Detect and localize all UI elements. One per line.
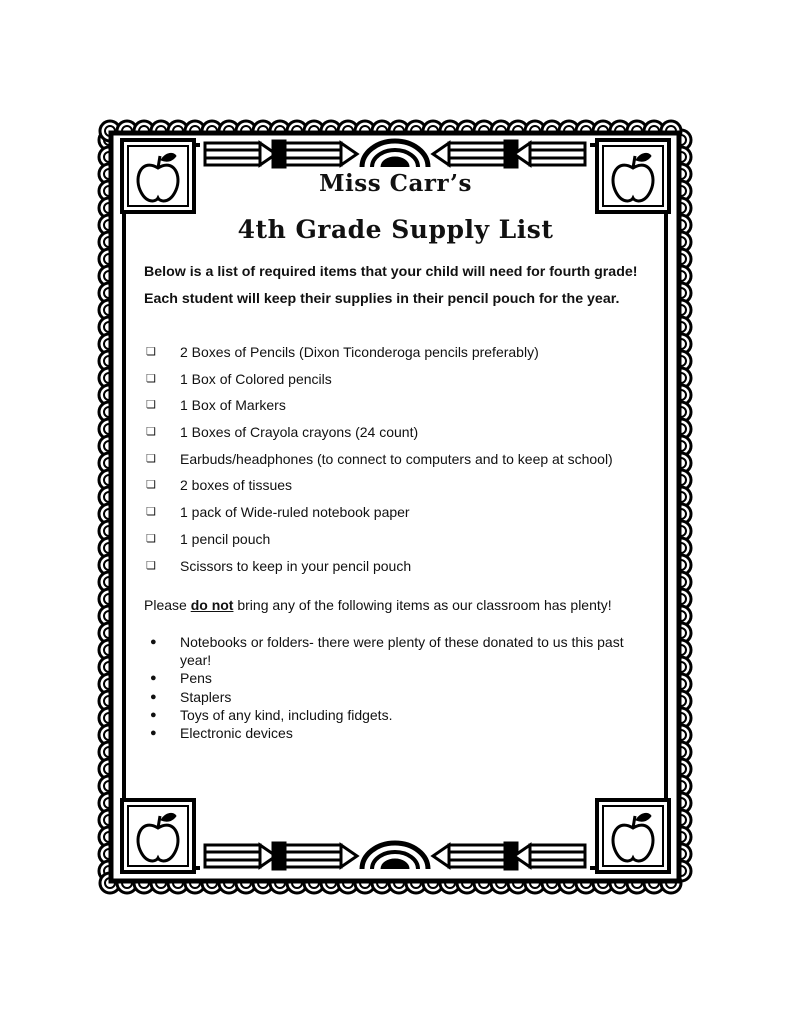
page-title: 4th Grade Supply List — [237, 215, 554, 244]
checkbox-icon: ❏ — [146, 559, 156, 572]
checkbox-icon: ❏ — [146, 346, 156, 358]
checkbox-icon: ❏ — [146, 452, 156, 465]
list-item — [150, 633, 640, 669]
checkbox-icon: ❏ — [146, 426, 156, 439]
list-item — [146, 339, 666, 366]
do-not-bring-notice — [144, 597, 612, 613]
item-text: Pens — [180, 670, 212, 687]
bullet-icon: ● — [150, 690, 157, 703]
bullet-icon: ● — [150, 727, 157, 740]
bullet-icon: ● — [150, 636, 157, 648]
checkbox-icon: ❏ — [146, 479, 156, 492]
item-text: 2 Boxes of Pencils (Dixon Ticonderoga pencils preferably) — [180, 344, 539, 360]
bullet-icon: ● — [150, 672, 157, 685]
list-item — [150, 724, 640, 742]
list-item — [146, 366, 666, 393]
list-item — [150, 706, 640, 724]
item-text: 1 Boxes of Crayola crayons (24 count) — [180, 424, 419, 441]
item-text: Earbuds/headphones (to connect to computers and to keep at school) — [180, 450, 613, 467]
list-item — [150, 688, 640, 706]
list-item — [146, 499, 666, 526]
item-text: 1 pack of Wide-ruled notebook paper — [180, 504, 410, 521]
list-item — [146, 419, 666, 446]
list-item — [146, 553, 666, 580]
notice-text-start: Please — [144, 597, 191, 613]
item-text: Toys of any kind, including fidgets. — [180, 706, 393, 723]
list-item — [146, 446, 666, 473]
bullet-icon: ● — [150, 708, 157, 721]
item-text: Notebooks or folders- there were plenty of these donated to us this past year! — [180, 634, 624, 669]
list-item — [146, 392, 666, 419]
checkbox-icon: ❏ — [146, 399, 156, 412]
teacher-name-title: Miss Carr’s — [319, 170, 472, 197]
notice-text-end: bring any of the following items as our classroom has plenty! — [233, 597, 612, 613]
required-items-list — [146, 339, 666, 579]
list-item — [146, 472, 666, 499]
item-text: 1 Box of Colored pencils — [180, 370, 332, 387]
intro-paragraph: Below is a list of required items that your child will need for fourth grade! Each student will keep their supplies in their pencil pouch for the year. — [144, 264, 638, 307]
checkbox-icon: ❏ — [146, 506, 156, 519]
list-item — [150, 669, 640, 687]
checkbox-icon: ❏ — [146, 372, 156, 385]
excluded-items-list — [150, 633, 640, 742]
item-text: Electronic devices — [180, 725, 293, 742]
item-text: Staplers — [180, 688, 232, 705]
notice-emphasis: do not — [190, 597, 234, 613]
list-item — [146, 526, 666, 553]
checkbox-icon: ❏ — [146, 532, 156, 545]
item-text: Scissors to keep in your pencil pouch — [180, 557, 412, 574]
item-text: 2 boxes of tissues — [180, 477, 293, 494]
item-text: 1 pencil pouch — [180, 530, 271, 547]
item-text: 1 Box of Markers — [180, 397, 286, 414]
